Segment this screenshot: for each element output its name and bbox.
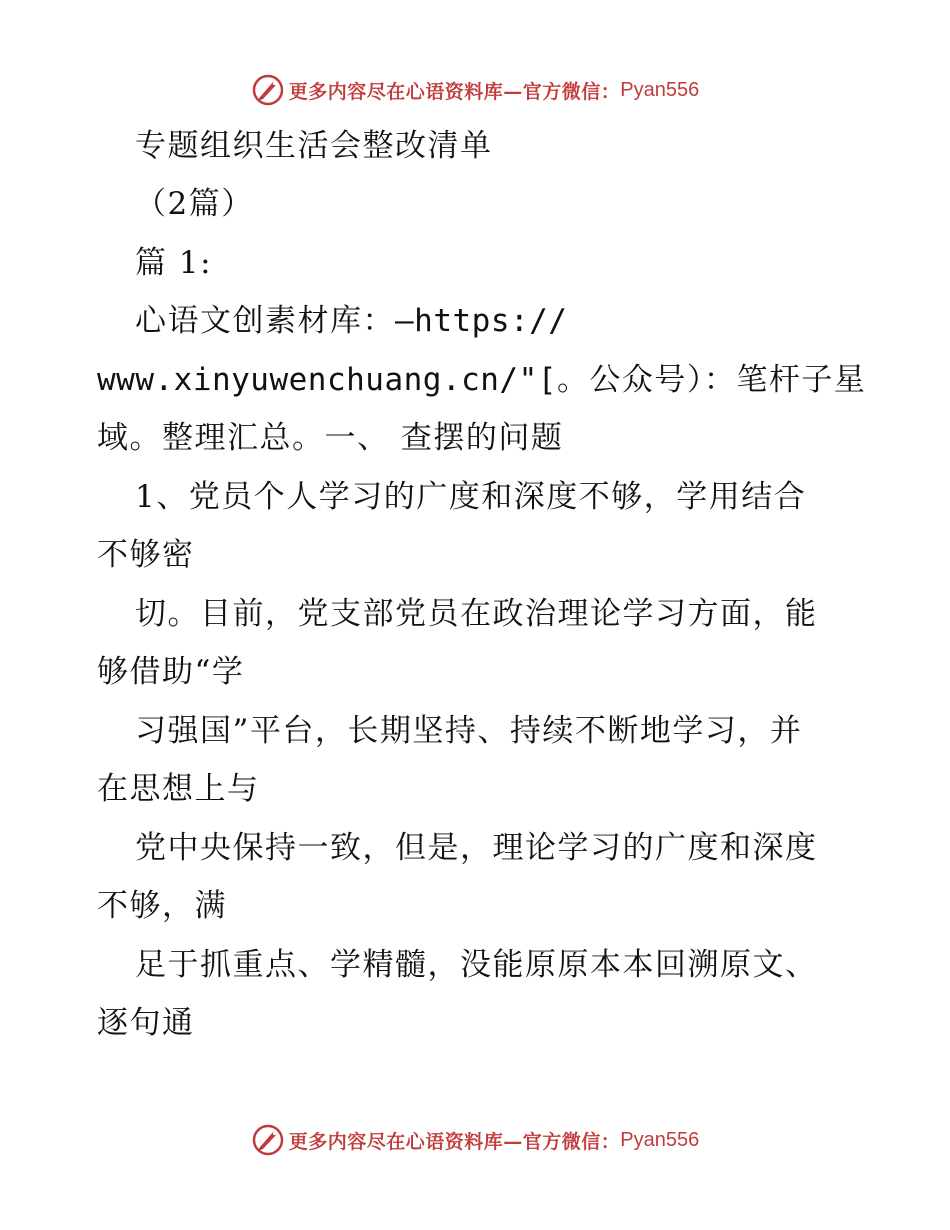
doc-source-url-part2: www.xinyuwenchuang.cn/"[ xyxy=(97,362,557,398)
doc-paragraph-line: 切。目前，党支部党员在政治理论学习方面，能 xyxy=(135,596,818,632)
doc-source-suffix: 。公众号）：笔杆子星 xyxy=(556,362,867,398)
doc-source-url-part1: —https:// xyxy=(395,303,568,339)
doc-paragraph-line: 逐句通 xyxy=(97,1005,195,1041)
doc-part-label: 篇 1: xyxy=(135,245,213,281)
doc-subtitle: （2篇） xyxy=(135,186,254,222)
doc-paragraph-line: 在思想上与 xyxy=(97,771,260,807)
doc-paragraph-line: 党中央保持一致，但是，理论学习的广度和深度 xyxy=(135,830,818,866)
banner-wechat-id: Pyan556 xyxy=(620,78,700,101)
doc-paragraph-line: 习强国”平台，长期坚持、持续不断地学习，并 xyxy=(135,713,803,749)
banner-wechat-id: Pyan556 xyxy=(620,1128,700,1151)
doc-paragraph-line: 不够密 xyxy=(97,537,195,573)
doc-paragraph-line: 1、党员个人学习的广度和深度不够，学用结合 xyxy=(135,479,807,515)
banner-wechat-label: 官方微信： xyxy=(522,80,621,103)
banner-text: 更多内容尽在心语资料库— xyxy=(288,80,523,103)
footer-banner xyxy=(0,1120,950,1160)
doc-paragraph-line: 足于抓重点、学精髓，没能原原本本回溯原文、 xyxy=(135,947,818,983)
doc-title: 专题组织生活会整改清单 xyxy=(135,128,493,164)
doc-paragraph-line: 不够，满 xyxy=(97,888,227,924)
doc-paragraph-line: 域。整理汇总。一、 查摆的问题 xyxy=(97,420,564,456)
doc-paragraph-line: 够借助“学 xyxy=(97,654,245,690)
doc-source-line-2 xyxy=(0,351,950,409)
quill-pen-logo-icon xyxy=(251,73,285,107)
doc-source-prefix: 心语文创素材库： xyxy=(135,303,395,339)
banner-wechat-label: 官方微信： xyxy=(522,1130,621,1153)
doc-source-line xyxy=(0,292,950,350)
header-banner xyxy=(0,70,950,110)
banner-text: 更多内容尽在心语资料库— xyxy=(288,1130,523,1153)
quill-pen-logo-icon xyxy=(251,1123,285,1157)
